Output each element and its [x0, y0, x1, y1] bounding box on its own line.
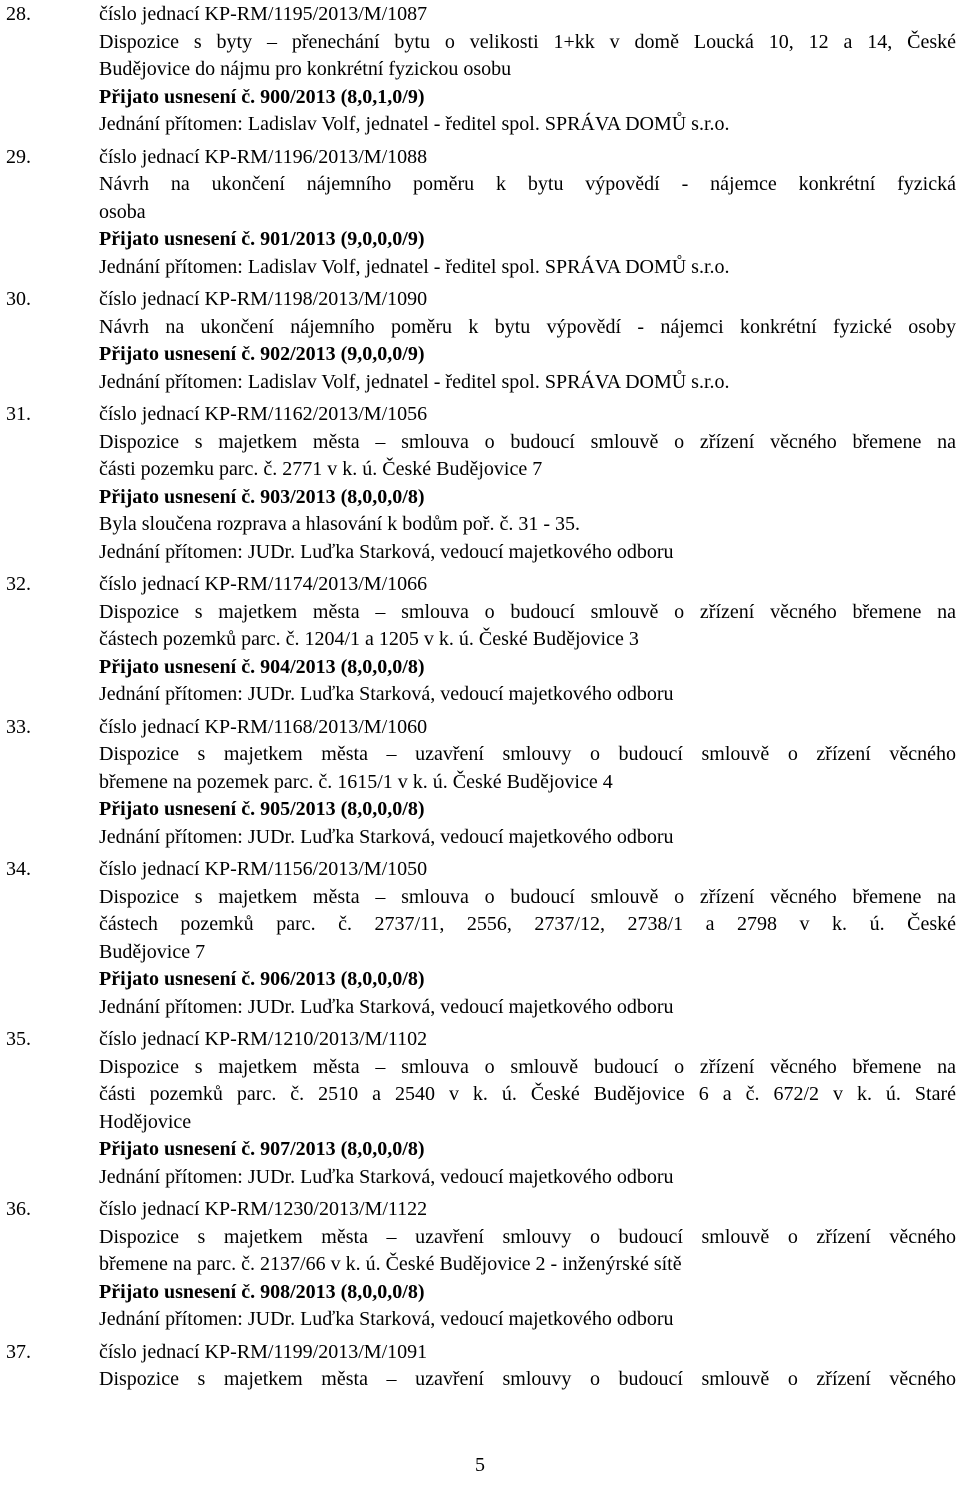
attendance-line: Jednání přítomen: JUDr. Luďka Starková, vedoucí majetkového odboru: [99, 1165, 674, 1188]
item-description: Dispozice s majetkem města – uzavření smlouvy o budoucí smlouvě o zřízení věcného: [99, 1225, 956, 1248]
item-description: Dispozice s majetkem města – uzavření smlouvy o budoucí smlouvě o zřízení věcného: [99, 743, 956, 765]
attendance-line: Jednání přítomen: Ladislav Volf, jednatel - ředitel spol. SPRÁVA DOMŮ s.r.o.: [99, 255, 730, 278]
reference-number: číslo jednací KP-RM/1210/2013/M/1102: [99, 1028, 428, 1050]
item-description: části pozemků parc. č. 2510 a 2540 v k. ú. České Budějovice 6 a č. 672/2 v k. ú. Staré: [99, 1083, 956, 1105]
item-number: 37.: [6, 1340, 31, 1363]
item-description: Dispozice s byty – přenechání bytu o velikosti 1+kk v domě Loucká 10, 12 a 14, České: [99, 30, 956, 53]
agenda-item: [0, 1339, 960, 1394]
reference-number: číslo jednací KP-RM/1162/2013/M/1056: [99, 403, 428, 425]
resolution-line: Přijato usnesení č. 900/2013 (8,0,1,0/9): [99, 85, 425, 108]
item-description: Návrh na ukončení nájemního poměru k bytu výpovědí - nájemci konkrétní fyzické osoby: [99, 315, 956, 338]
reference-number: číslo jednací KP-RM/1230/2013/M/1122: [99, 1198, 428, 1220]
item-description: osoba: [99, 200, 146, 223]
resolution-line: Přijato usnesení č. 905/2013 (8,0,0,0/8): [99, 798, 425, 820]
item-description: břemene na parc. č. 2137/66 v k. ú. České Budějovice 2 - inženýrské sítě: [99, 1253, 682, 1275]
item-description: části pozemku parc. č. 2771 v k. ú. České Budějovice 7: [99, 458, 543, 480]
reference-number: číslo jednací KP-RM/1195/2013/M/1087: [99, 3, 428, 25]
item-description: částech pozemků parc. č. 1204/1 a 1205 v k. ú. České Budějovice 3: [99, 628, 639, 650]
attendance-line: Jednání přítomen: JUDr. Luďka Starková, vedoucí majetkového odboru: [99, 683, 674, 705]
item-description: břemene na pozemek parc. č. 1615/1 v k. ú. České Budějovice 4: [99, 770, 613, 793]
agenda-item: [0, 714, 960, 852]
attendance-line: Jednání přítomen: JUDr. Luďka Starková, vedoucí majetkového odboru: [99, 825, 674, 848]
item-number: 30.: [6, 288, 31, 310]
resolution-line: Přijato usnesení č. 907/2013 (8,0,0,0/8): [99, 1138, 425, 1160]
item-description: Dispozice s majetkem města – smlouva o budoucí smlouvě o zřízení věcného břemene na: [99, 430, 956, 453]
resolution-line: Přijato usnesení č. 902/2013 (9,0,0,0/9): [99, 343, 425, 365]
item-number: 35.: [6, 1028, 31, 1050]
agenda-item: [0, 1, 960, 139]
agenda-item: [0, 286, 960, 396]
item-description: Dispozice s majetkem města – smlouva o budoucí smlouvě o zřízení věcného břemene na: [99, 600, 956, 623]
attendance-line: Jednání přítomen: Ladislav Volf, jednatel - ředitel spol. SPRÁVA DOMŮ s.r.o.: [99, 113, 730, 135]
item-description: Hodějovice: [99, 1110, 192, 1133]
page-number: 5: [475, 1454, 485, 1476]
reference-number: číslo jednací KP-RM/1156/2013/M/1050: [99, 858, 428, 880]
resolution-line: Přijato usnesení č. 904/2013 (8,0,0,0/8): [99, 655, 425, 678]
agenda-item: [0, 144, 960, 282]
agenda-item: [0, 401, 960, 566]
agenda-item: [0, 1026, 960, 1191]
item-number: 32.: [6, 573, 31, 595]
item-description: Budějovice 7: [99, 940, 206, 963]
reference-number: číslo jednací KP-RM/1174/2013/M/1066: [99, 573, 428, 595]
item-number: 33.: [6, 715, 31, 738]
attendance-line: Jednání přítomen: JUDr. Luďka Starková, vedoucí majetkového odboru: [99, 995, 674, 1018]
item-number: 28.: [6, 3, 31, 25]
item-description: Dispozice s majetkem města – uzavření smlouvy o budoucí smlouvě o zřízení věcného: [99, 1368, 956, 1390]
item-description: Dispozice s majetkem města – smlouva o budoucí smlouvě o zřízení věcného břemene na: [99, 885, 956, 908]
reference-number: číslo jednací KP-RM/1198/2013/M/1090: [99, 288, 428, 310]
item-number: 36.: [6, 1198, 31, 1220]
resolution-line: Přijato usnesení č. 903/2013 (8,0,0,0/8): [99, 485, 425, 508]
attendance-line: Jednání přítomen: JUDr. Luďka Starková, vedoucí majetkového odboru: [99, 1308, 674, 1330]
resolution-line: Přijato usnesení č. 901/2013 (9,0,0,0/9): [99, 228, 425, 250]
item-number: 29.: [6, 145, 31, 168]
resolution-line: Přijato usnesení č. 908/2013 (8,0,0,0/8): [99, 1280, 425, 1303]
reference-number: číslo jednací KP-RM/1168/2013/M/1060: [99, 715, 428, 738]
agenda-item: [0, 856, 960, 1021]
item-description: částech pozemků parc. č. 2737/11, 2556, 2737/12, 2738/1 a 2798 v k. ú. České: [99, 913, 956, 935]
item-number: 34.: [6, 858, 31, 880]
item-description: Budějovice do nájmu pro konkrétní fyzickou osobu: [99, 58, 512, 80]
item-number: 31.: [6, 403, 31, 425]
resolution-line: Přijato usnesení č. 906/2013 (8,0,0,0/8): [99, 968, 425, 990]
item-description: Dispozice s majetkem města – smlouva o smlouvě budoucí o zřízení věcného břemene na: [99, 1055, 956, 1078]
attendance-line: Jednání přítomen: JUDr. Luďka Starková, vedoucí majetkového odboru: [99, 540, 674, 563]
item-description: Návrh na ukončení nájemního poměru k bytu výpovědí - nájemce konkrétní fyzická: [99, 173, 956, 195]
agenda-item: [0, 571, 960, 709]
reference-number: číslo jednací KP-RM/1196/2013/M/1088: [99, 145, 428, 168]
agenda-item: [0, 1196, 960, 1334]
reference-number: číslo jednací KP-RM/1199/2013/M/1091: [99, 1340, 428, 1363]
attendance-line: Jednání přítomen: Ladislav Volf, jednatel - ředitel spol. SPRÁVA DOMŮ s.r.o.: [99, 370, 730, 393]
item-note: Byla sloučena rozprava a hlasování k bodům poř. č. 31 - 35.: [99, 513, 580, 535]
